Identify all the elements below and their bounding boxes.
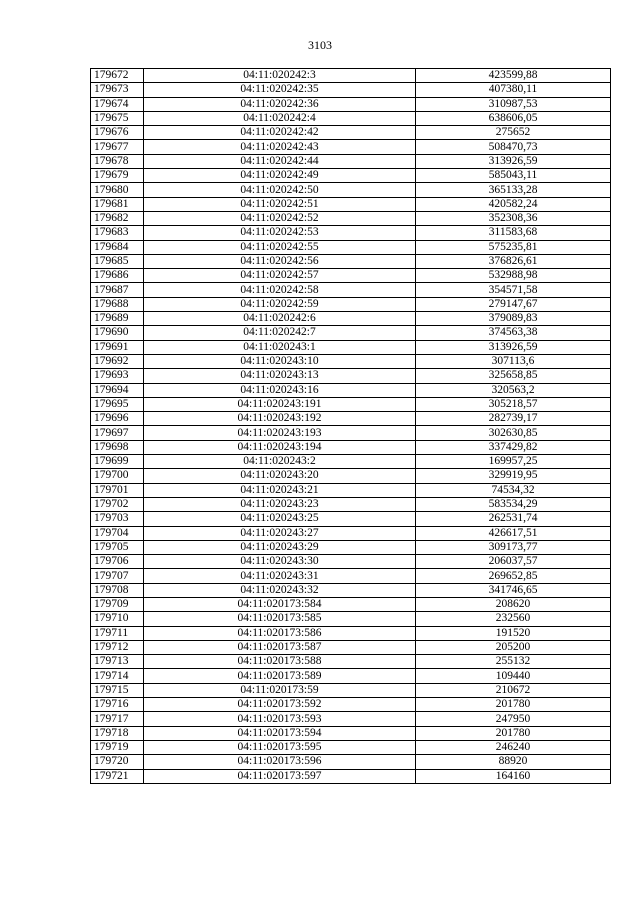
value-cell: 205200 bbox=[416, 640, 611, 654]
table-row bbox=[91, 326, 611, 340]
value-cell: 313926,59 bbox=[416, 340, 611, 354]
table-row bbox=[91, 211, 611, 225]
value-cell: 311583,68 bbox=[416, 226, 611, 240]
row-number-cell: 179706 bbox=[91, 555, 144, 569]
page-number: 3103 bbox=[308, 38, 332, 52]
table-row bbox=[91, 354, 611, 368]
table-row bbox=[91, 497, 611, 511]
table-row bbox=[91, 569, 611, 583]
table-row bbox=[91, 655, 611, 669]
row-number-cell: 179719 bbox=[91, 740, 144, 754]
table-row bbox=[91, 698, 611, 712]
table-row bbox=[91, 312, 611, 326]
value-cell: 379089,83 bbox=[416, 312, 611, 326]
value-cell: 320563,2 bbox=[416, 383, 611, 397]
cadastral-number-cell: 04:11:020243:191 bbox=[144, 397, 416, 411]
value-cell: 74534,32 bbox=[416, 483, 611, 497]
row-number-cell: 179707 bbox=[91, 569, 144, 583]
table-row bbox=[91, 69, 611, 83]
row-number-cell: 179679 bbox=[91, 169, 144, 183]
table-row bbox=[91, 640, 611, 654]
row-number-cell: 179710 bbox=[91, 612, 144, 626]
row-number-cell: 179683 bbox=[91, 226, 144, 240]
cadastral-number-cell: 04:11:020242:43 bbox=[144, 140, 416, 154]
table-row bbox=[91, 197, 611, 211]
cadastral-number-cell: 04:11:020173:588 bbox=[144, 655, 416, 669]
row-number-cell: 179687 bbox=[91, 283, 144, 297]
row-number-cell: 179713 bbox=[91, 655, 144, 669]
value-cell: 313926,59 bbox=[416, 154, 611, 168]
row-number-cell: 179686 bbox=[91, 269, 144, 283]
table-row bbox=[91, 726, 611, 740]
row-number-cell: 179694 bbox=[91, 383, 144, 397]
value-cell: 246240 bbox=[416, 740, 611, 754]
cadastral-number-cell: 04:11:020243:13 bbox=[144, 369, 416, 383]
table-row bbox=[91, 169, 611, 183]
cadastral-number-cell: 04:11:020242:50 bbox=[144, 183, 416, 197]
value-cell: 232560 bbox=[416, 612, 611, 626]
row-number-cell: 179715 bbox=[91, 683, 144, 697]
table-row bbox=[91, 469, 611, 483]
row-number-cell: 179697 bbox=[91, 426, 144, 440]
row-number-cell: 179708 bbox=[91, 583, 144, 597]
table-row bbox=[91, 683, 611, 697]
cadastral-number-cell: 04:11:020242:56 bbox=[144, 254, 416, 268]
row-number-cell: 179718 bbox=[91, 726, 144, 740]
value-cell: 206037,57 bbox=[416, 555, 611, 569]
table-row bbox=[91, 183, 611, 197]
cadastral-number-cell: 04:11:020243:193 bbox=[144, 426, 416, 440]
value-cell: 164160 bbox=[416, 769, 611, 783]
cadastral-number-cell: 04:11:020242:7 bbox=[144, 326, 416, 340]
cadastral-number-cell: 04:11:020242:36 bbox=[144, 97, 416, 111]
table-row bbox=[91, 269, 611, 283]
row-number-cell: 179685 bbox=[91, 254, 144, 268]
cadastral-number-cell: 04:11:020173:593 bbox=[144, 712, 416, 726]
value-cell: 325658,85 bbox=[416, 369, 611, 383]
cadastral-number-cell: 04:11:020242:53 bbox=[144, 226, 416, 240]
cadastral-number-cell: 04:11:020243:21 bbox=[144, 483, 416, 497]
value-cell: 109440 bbox=[416, 669, 611, 683]
table-row bbox=[91, 126, 611, 140]
cadastral-number-cell: 04:11:020242:4 bbox=[144, 111, 416, 125]
cadastral-number-cell: 04:11:020173:596 bbox=[144, 755, 416, 769]
cadastral-number-cell: 04:11:020242:51 bbox=[144, 197, 416, 211]
row-number-cell: 179677 bbox=[91, 140, 144, 154]
table-row bbox=[91, 597, 611, 611]
cadastral-number-cell: 04:11:020243:31 bbox=[144, 569, 416, 583]
cadastral-number-cell: 04:11:020242:57 bbox=[144, 269, 416, 283]
cadastral-number-cell: 04:11:020242:44 bbox=[144, 154, 416, 168]
row-number-cell: 179701 bbox=[91, 483, 144, 497]
cadastral-number-cell: 04:11:020243:1 bbox=[144, 340, 416, 354]
row-number-cell: 179698 bbox=[91, 440, 144, 454]
cadastral-number-cell: 04:11:020173:595 bbox=[144, 740, 416, 754]
row-number-cell: 179709 bbox=[91, 597, 144, 611]
value-cell: 262531,74 bbox=[416, 512, 611, 526]
cadastral-number-cell: 04:11:020243:23 bbox=[144, 497, 416, 511]
row-number-cell: 179695 bbox=[91, 397, 144, 411]
row-number-cell: 179689 bbox=[91, 312, 144, 326]
cadastral-number-cell: 04:11:020243:32 bbox=[144, 583, 416, 597]
table-row bbox=[91, 412, 611, 426]
table-row bbox=[91, 140, 611, 154]
row-number-cell: 179674 bbox=[91, 97, 144, 111]
value-cell: 210672 bbox=[416, 683, 611, 697]
table-row bbox=[91, 669, 611, 683]
cadastral-number-cell: 04:11:020243:2 bbox=[144, 455, 416, 469]
row-number-cell: 179716 bbox=[91, 698, 144, 712]
value-cell: 585043,11 bbox=[416, 169, 611, 183]
table-row bbox=[91, 755, 611, 769]
row-number-cell: 179680 bbox=[91, 183, 144, 197]
cadastral-number-cell: 04:11:020242:59 bbox=[144, 297, 416, 311]
value-cell: 374563,38 bbox=[416, 326, 611, 340]
cadastral-number-cell: 04:11:020173:585 bbox=[144, 612, 416, 626]
table-row bbox=[91, 97, 611, 111]
value-cell: 247950 bbox=[416, 712, 611, 726]
table-row bbox=[91, 769, 611, 783]
cadastral-number-cell: 04:11:020242:58 bbox=[144, 283, 416, 297]
cadastral-number-cell: 04:11:020173:597 bbox=[144, 769, 416, 783]
value-cell: 575235,81 bbox=[416, 240, 611, 254]
value-cell: 508470,73 bbox=[416, 140, 611, 154]
row-number-cell: 179678 bbox=[91, 154, 144, 168]
value-cell: 638606,05 bbox=[416, 111, 611, 125]
table-row bbox=[91, 455, 611, 469]
table-row bbox=[91, 540, 611, 554]
registry-table-body bbox=[91, 69, 611, 784]
row-number-cell: 179681 bbox=[91, 197, 144, 211]
cadastral-number-cell: 04:11:020242:55 bbox=[144, 240, 416, 254]
value-cell: 275652 bbox=[416, 126, 611, 140]
value-cell: 88920 bbox=[416, 755, 611, 769]
cadastral-number-cell: 04:11:020242:49 bbox=[144, 169, 416, 183]
row-number-cell: 179693 bbox=[91, 369, 144, 383]
table-row bbox=[91, 483, 611, 497]
cadastral-number-cell: 04:11:020242:52 bbox=[144, 211, 416, 225]
cadastral-number-cell: 04:11:020243:16 bbox=[144, 383, 416, 397]
cadastral-number-cell: 04:11:020173:592 bbox=[144, 698, 416, 712]
table-row bbox=[91, 340, 611, 354]
table-row bbox=[91, 254, 611, 268]
row-number-cell: 179717 bbox=[91, 712, 144, 726]
row-number-cell: 179714 bbox=[91, 669, 144, 683]
value-cell: 583534,29 bbox=[416, 497, 611, 511]
table-row bbox=[91, 154, 611, 168]
row-number-cell: 179682 bbox=[91, 211, 144, 225]
row-number-cell: 179705 bbox=[91, 540, 144, 554]
cadastral-number-cell: 04:11:020243:192 bbox=[144, 412, 416, 426]
value-cell: 532988,98 bbox=[416, 269, 611, 283]
cadastral-number-cell: 04:11:020173:587 bbox=[144, 640, 416, 654]
value-cell: 420582,24 bbox=[416, 197, 611, 211]
table-row bbox=[91, 526, 611, 540]
row-number-cell: 179712 bbox=[91, 640, 144, 654]
value-cell: 169957,25 bbox=[416, 455, 611, 469]
value-cell: 208620 bbox=[416, 597, 611, 611]
value-cell: 279147,67 bbox=[416, 297, 611, 311]
row-number-cell: 179711 bbox=[91, 626, 144, 640]
cadastral-number-cell: 04:11:020173:589 bbox=[144, 669, 416, 683]
cadastral-number-cell: 04:11:020173:59 bbox=[144, 683, 416, 697]
row-number-cell: 179704 bbox=[91, 526, 144, 540]
value-cell: 337429,82 bbox=[416, 440, 611, 454]
value-cell: 309173,77 bbox=[416, 540, 611, 554]
row-number-cell: 179690 bbox=[91, 326, 144, 340]
cadastral-number-cell: 04:11:020173:584 bbox=[144, 597, 416, 611]
cadastral-number-cell: 04:11:020243:29 bbox=[144, 540, 416, 554]
table-row bbox=[91, 283, 611, 297]
table-row bbox=[91, 555, 611, 569]
table-row bbox=[91, 240, 611, 254]
cadastral-number-cell: 04:11:020242:42 bbox=[144, 126, 416, 140]
table-row bbox=[91, 111, 611, 125]
registry-table bbox=[90, 68, 611, 784]
cadastral-number-cell: 04:11:020243:30 bbox=[144, 555, 416, 569]
table-row bbox=[91, 712, 611, 726]
cadastral-number-cell: 04:11:020243:27 bbox=[144, 526, 416, 540]
value-cell: 376826,61 bbox=[416, 254, 611, 268]
row-number-cell: 179696 bbox=[91, 412, 144, 426]
row-number-cell: 179672 bbox=[91, 69, 144, 83]
value-cell: 354571,58 bbox=[416, 283, 611, 297]
cadastral-number-cell: 04:11:020242:35 bbox=[144, 83, 416, 97]
table-row bbox=[91, 397, 611, 411]
value-cell: 201780 bbox=[416, 726, 611, 740]
value-cell: 269652,85 bbox=[416, 569, 611, 583]
value-cell: 352308,36 bbox=[416, 211, 611, 225]
value-cell: 201780 bbox=[416, 698, 611, 712]
table-row bbox=[91, 226, 611, 240]
cadastral-number-cell: 04:11:020173:594 bbox=[144, 726, 416, 740]
row-number-cell: 179702 bbox=[91, 497, 144, 511]
table-row bbox=[91, 512, 611, 526]
value-cell: 302630,85 bbox=[416, 426, 611, 440]
value-cell: 310987,53 bbox=[416, 97, 611, 111]
row-number-cell: 179691 bbox=[91, 340, 144, 354]
cadastral-number-cell: 04:11:020242:3 bbox=[144, 69, 416, 83]
table-row bbox=[91, 440, 611, 454]
table-row bbox=[91, 626, 611, 640]
cadastral-number-cell: 04:11:020243:25 bbox=[144, 512, 416, 526]
row-number-cell: 179703 bbox=[91, 512, 144, 526]
table-row bbox=[91, 383, 611, 397]
value-cell: 305218,57 bbox=[416, 397, 611, 411]
cadastral-number-cell: 04:11:020242:6 bbox=[144, 312, 416, 326]
row-number-cell: 179684 bbox=[91, 240, 144, 254]
row-number-cell: 179676 bbox=[91, 126, 144, 140]
value-cell: 307113,6 bbox=[416, 354, 611, 368]
value-cell: 255132 bbox=[416, 655, 611, 669]
row-number-cell: 179692 bbox=[91, 354, 144, 368]
value-cell: 282739,17 bbox=[416, 412, 611, 426]
row-number-cell: 179700 bbox=[91, 469, 144, 483]
table-row bbox=[91, 740, 611, 754]
row-number-cell: 179699 bbox=[91, 455, 144, 469]
row-number-cell: 179673 bbox=[91, 83, 144, 97]
table-row bbox=[91, 612, 611, 626]
value-cell: 365133,28 bbox=[416, 183, 611, 197]
value-cell: 426617,51 bbox=[416, 526, 611, 540]
cadastral-number-cell: 04:11:020243:10 bbox=[144, 354, 416, 368]
value-cell: 423599,88 bbox=[416, 69, 611, 83]
cadastral-number-cell: 04:11:020173:586 bbox=[144, 626, 416, 640]
table-row bbox=[91, 583, 611, 597]
row-number-cell: 179688 bbox=[91, 297, 144, 311]
value-cell: 329919,95 bbox=[416, 469, 611, 483]
table-row bbox=[91, 83, 611, 97]
table-row bbox=[91, 369, 611, 383]
row-number-cell: 179675 bbox=[91, 111, 144, 125]
row-number-cell: 179720 bbox=[91, 755, 144, 769]
value-cell: 341746,65 bbox=[416, 583, 611, 597]
table-row bbox=[91, 297, 611, 311]
table-row bbox=[91, 426, 611, 440]
cadastral-number-cell: 04:11:020243:20 bbox=[144, 469, 416, 483]
cadastral-number-cell: 04:11:020243:194 bbox=[144, 440, 416, 454]
row-number-cell: 179721 bbox=[91, 769, 144, 783]
value-cell: 407380,11 bbox=[416, 83, 611, 97]
value-cell: 191520 bbox=[416, 626, 611, 640]
